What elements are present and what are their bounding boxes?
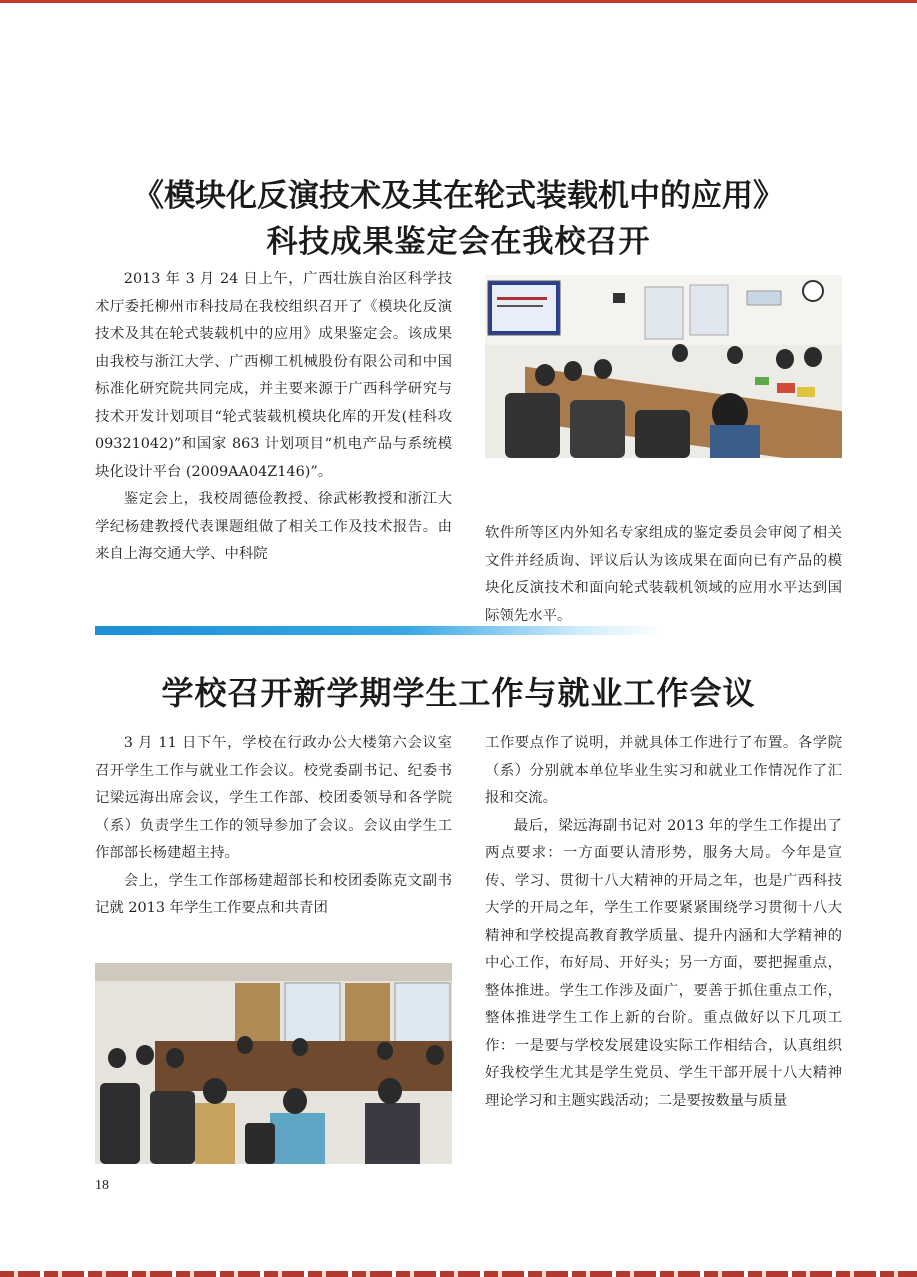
meeting-photo-1-image	[485, 275, 842, 458]
bottom-rule	[0, 1271, 917, 1277]
article2-paragraph: 最后，梁远海副书记对 2013 年的学生工作提出了两点要求：一方面要认清形势，服务大局。今年是宣传、学习、贯彻十八大精神的开局之年，也是广西科技大学的开局之年，学生工作要紧紧围绕学习贯彻十八大精神和学校提高教育教学质量、提升内涵和大学精神的中心工作，布好局、开好头；另一方面，要把握重点，整体推进。学生工作涉及面广，要善于抓住重点工作，整体推进学生工作上新的台阶。重点做好以下几项工作：一是要与学校发展建设实际工作相结合，认真组织好我校学生尤其是学生党员、学生干部开展十八大精神理论学习和主题实践活动；二是要按数量与质量	[485, 817, 842, 1109]
article1-paragraph: 2013 年 3 月 24 日上午，广西壮族自治区科学技术厅委托柳州市科技局在我校组织召开了《模块化反演技术及其在轮式装载机中的应用》成果鉴定会。该成果由我校与浙江大学、广西柳工机械股份有限公司和中国标准化研究院共同完成，并主要来源于广西科学研究与技术开发计划项目“轮式装载机模块化库的开发(桂科攻 09321042)”和国家 863 计划项目“机电产品与系统模块化设计平台 (2009AA04Z146)”。	[95, 271, 452, 480]
article2-right-column	[485, 730, 842, 1115]
top-rule	[0, 0, 917, 3]
article1-title-line2: 科技成果鉴定会在我校召开	[266, 224, 651, 260]
article2-paragraph: 会上，学生工作部杨建超部长和校团委陈克文副书记就 2013 年学生工作要点和共青团	[95, 872, 452, 916]
article2-paragraph: 3 月 11 日下午，学校在行政办公大楼第六会议室召开学生工作与就业工作会议。校党委副书记、纪委书记梁远海出席会议，学生工作部、校团委领导和各学院（系）负责学生工作的领导参加了会议。会议由学生工作部部长杨建超主持。	[95, 735, 452, 861]
article2-left-column	[95, 730, 452, 923]
article1-right-column	[485, 520, 842, 630]
meeting-photo-2	[95, 963, 452, 1164]
meeting-photo-1	[485, 275, 842, 458]
article2-paragraph: 工作要点作了说明，并就具体工作进行了布置。各学院（系）分别就本单位毕业生实习和就业工作情况作了汇报和交流。	[485, 735, 842, 806]
section-divider	[95, 626, 665, 635]
meeting-photo-2-image	[95, 963, 452, 1164]
article2-title: 学校召开新学期学生工作与就业工作会议	[161, 674, 756, 712]
article1-title-line1: 《模块化反演技术及其在轮式装载机中的应用》	[133, 178, 784, 214]
article1-left-column	[95, 266, 452, 569]
article1-paragraph: 鉴定会上，我校周德俭教授、徐武彬教授和浙江大学纪杨建教授代表课题组做了相关工作及技术报告。由来自上海交通大学、中科院	[95, 491, 452, 562]
article1-paragraph: 软件所等区内外知名专家组成的鉴定委员会审阅了相关文件并经质询、评议后认为该成果在面向已有产品的模块化反演技术和面向轮式装载机领域的应用水平达到国际领先水平。	[485, 525, 842, 624]
page-number: 18	[95, 1178, 109, 1193]
